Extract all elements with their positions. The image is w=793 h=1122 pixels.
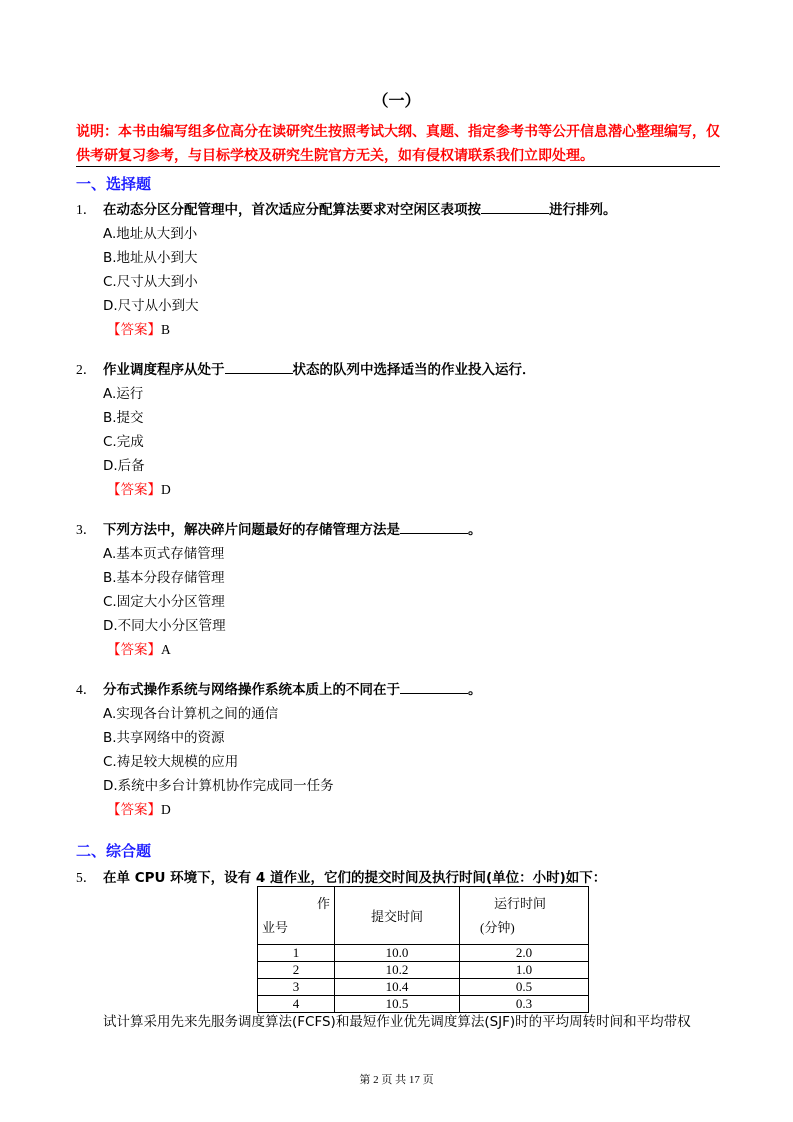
option: B.共享网络中的资源 [103, 730, 225, 746]
question-text: 在动态分区分配管理中，首次适应分配算法要求对空闲区表项按 [103, 202, 481, 218]
header-job-no: 作 业号 [258, 887, 335, 945]
option: B.地址从小到大 [103, 250, 198, 266]
question-5 [76, 866, 606, 886]
question-text-end: 进行排列。 [549, 202, 617, 218]
option: C.固定大小分区管理 [103, 594, 225, 610]
table-header-row [258, 887, 589, 945]
question-number: 3． [76, 522, 97, 537]
cell-job: 2 [258, 962, 335, 979]
option: C.完成 [103, 434, 144, 450]
divider [76, 166, 720, 167]
answer-tag: 【答案】 [107, 802, 161, 818]
question-text: 在单 CPU 环境下，设有 4 道作业，它们的提交时间及执行时间(单位：小时)如下： [103, 870, 607, 886]
table-row [258, 979, 589, 996]
cell-submit: 10.0 [335, 945, 460, 962]
option: B.基本分段存储管理 [103, 570, 225, 586]
question-5-followup: 试计算采用先来先服务调度算法(FCFS)和最短作业优先调度算法(SJF)时的平均周转时间和平均带权 [103, 1014, 691, 1030]
option: A.运行 [103, 386, 144, 402]
answer-tag: 【答案】 [107, 322, 161, 338]
header-run-time: 运行时间 (分钟) [460, 887, 589, 945]
answer-blank [400, 681, 468, 694]
answer-tag: 【答案】 [107, 482, 161, 498]
answer [107, 798, 171, 818]
question-2 [76, 358, 536, 378]
cell-run: 1.0 [460, 962, 589, 979]
cell-submit: 10.4 [335, 979, 460, 996]
answer-blank [481, 201, 549, 214]
question-text-end: 状态的队列中选择适当的作业投入运行． [292, 362, 536, 378]
section-heading-choice: 一、选择题 [76, 175, 152, 193]
answer-blank [400, 521, 468, 534]
option: D.系统中多台计算机协作完成同一任务 [103, 778, 334, 794]
answer-blank [225, 361, 293, 374]
cell-submit: 10.5 [335, 996, 460, 1013]
answer-value: A [161, 642, 171, 657]
answer-value: D [161, 802, 171, 817]
cell-job: 3 [258, 979, 335, 996]
table-row [258, 962, 589, 979]
cell-submit: 10.2 [335, 962, 460, 979]
question-4 [76, 678, 482, 698]
section-heading-comprehensive: 二、综合题 [76, 842, 152, 860]
question-number: 4． [76, 682, 97, 697]
option: A.基本页式存储管理 [103, 546, 225, 562]
cell-job: 4 [258, 996, 335, 1013]
header-submit-time: 提交时间 [335, 887, 460, 945]
option: D.后备 [103, 458, 145, 474]
option: D.不同大小分区管理 [103, 618, 226, 634]
question-text: 下列方法中，解决碎片问题最好的存储管理方法是 [103, 522, 400, 538]
answer [107, 478, 171, 498]
page-footer: 第 2 页 共 17 页 [359, 1074, 434, 1086]
cell-run: 2.0 [460, 945, 589, 962]
question-text-end: 。 [468, 682, 482, 698]
option: B.提交 [103, 410, 144, 426]
question-text: 分布式操作系统与网络操作系统本质上的不同在于 [103, 682, 400, 698]
cell-job: 1 [258, 945, 335, 962]
question-text: 作业调度程序从处于 [103, 362, 225, 378]
page-title: （一） [372, 91, 421, 110]
option: D.尺寸从小到大 [103, 298, 199, 314]
notice-line-1: 说明：本书由编写组多位高分在读研究生按照考试大纲、真题、指定参考书等公开信息潜心整理编写，仅 [76, 124, 720, 140]
answer-value: B [161, 322, 171, 337]
question-3 [76, 518, 482, 538]
option: C.尺寸从大到小 [103, 274, 198, 290]
jobs-table [257, 886, 589, 1013]
answer [107, 318, 170, 338]
cell-run: 0.3 [460, 996, 589, 1013]
answer-tag: 【答案】 [107, 642, 161, 658]
question-number: 2． [76, 362, 97, 377]
option: A.地址从大到小 [103, 226, 198, 242]
option: C.祷足较大规模的应用 [103, 754, 239, 770]
option: A.实现各台计算机之间的通信 [103, 706, 279, 722]
question-text-end: 。 [468, 522, 482, 538]
question-1 [76, 198, 617, 218]
answer [107, 638, 171, 658]
question-number: 5． [76, 870, 97, 885]
notice-line-2: 供考研复习参考，与目标学校及研究生院官方无关，如有侵权请联系我们立即处理。 [76, 148, 594, 164]
table-row [258, 945, 589, 962]
answer-value: D [161, 482, 171, 497]
cell-run: 0.5 [460, 979, 589, 996]
question-number: 1． [76, 202, 97, 217]
